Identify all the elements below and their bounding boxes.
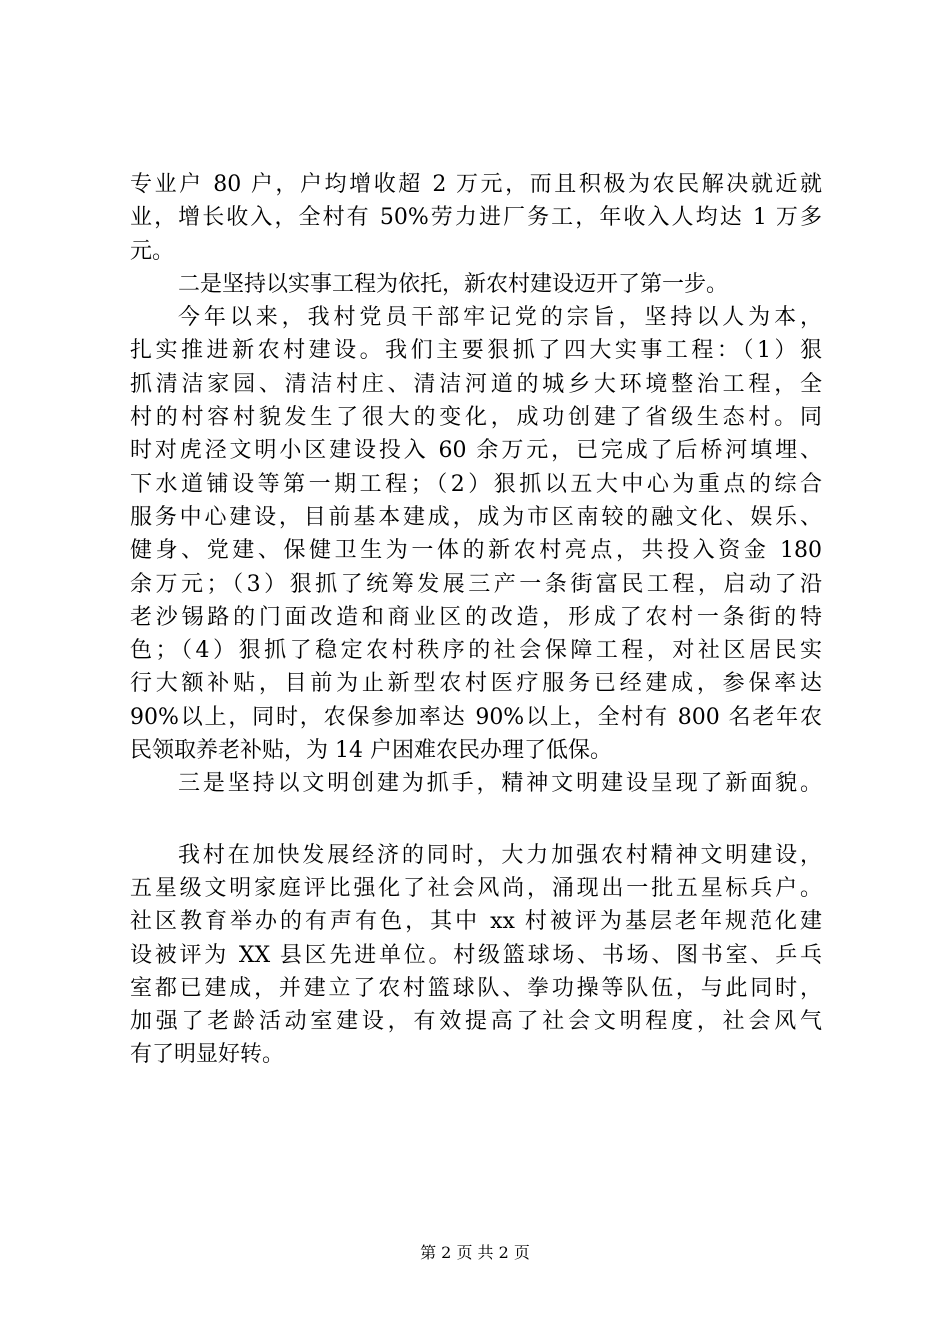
- paragraph-spacer: [130, 801, 822, 839]
- text-line: 加强了老龄活动室建设，有效提高了社会文明程度，社会风气: [130, 1009, 822, 1035]
- text-line: 下水道铺设等第一期工程；（2）狠抓以五大中心为重点的综合: [130, 471, 822, 497]
- text-line: 老沙锡路的门面改造和商业区的改造，形成了农村一条街的特: [130, 604, 822, 630]
- text-line: 元。: [130, 238, 175, 264]
- text-line: 业，增长收入，全村有 50%劳力进厂务工，年收入人均达 1 万多: [130, 205, 822, 231]
- text-line: 余万元；（3）狠抓了统筹发展三产一条街富民工程，启动了沿: [130, 571, 822, 597]
- section-heading-three: [130, 767, 822, 800]
- text-line: 健身、党建、保健卫生为一体的新农村亮点，共投入资金 180: [130, 538, 822, 564]
- section-heading-two: [130, 268, 822, 301]
- paragraph-income-continuation: [130, 168, 822, 268]
- text-line: 室都已建成，并建立了农村篮球队、拳功操等队伍，与此同时，: [130, 975, 822, 1001]
- text-line: 五星级文明家庭评比强化了社会风尚，涌现出一批五星标兵户。: [130, 875, 822, 901]
- text-line: 民领取养老补贴，为 14 户困难农民办理了低保。: [130, 738, 612, 764]
- text-line: 90%以上，同时，农保参加率达 90%以上，全村有 800 名老年农: [130, 704, 822, 730]
- text-line: 行大额补贴，目前为止新型农村医疗服务已经建成，参保率达: [130, 671, 822, 697]
- paragraph-projects: [130, 301, 822, 767]
- text-line: 我村在加快发展经济的同时，大力加强农村精神文明建设，: [178, 842, 822, 868]
- paragraph-civilization: [130, 839, 822, 1072]
- text-line: 色；（4）狠抓了稳定农村秩序的社会保障工程，对社区居民实: [130, 638, 822, 664]
- text-line: 设被评为 XX 县区先进单位。村级篮球场、书场、图书室、乒乓: [130, 942, 822, 968]
- text-line: 村的村容村貌发生了很大的变化，成功创建了省级生态村。同: [130, 405, 822, 431]
- text-line: 服务中心建设，目前基本建成，成为市区南较的融文化、娱乐、: [130, 504, 822, 530]
- text-line: 三是坚持以文明创建为抓手，精神文明建设呈现了新面貌。: [178, 771, 822, 797]
- text-line: 今年以来，我村党员干部牢记党的宗旨，坚持以人为本，: [178, 305, 822, 331]
- text-line: 时对虎泾文明小区建设投入 60 余万元，已完成了后桥河填埋、: [130, 438, 822, 464]
- text-line: 扎实推进新农村建设。我们主要狠抓了四大实事工程：（1）狠: [130, 338, 822, 364]
- document-body: [130, 168, 822, 1072]
- text-line: 二是坚持以实事工程为依托，新农村建设迈开了第一步。: [178, 271, 729, 297]
- text-line: 有了明显好转。: [130, 1042, 285, 1068]
- text-line: 抓清洁家园、清洁村庄、清洁河道的城乡大环境整治工程，全: [130, 371, 822, 397]
- text-line: 社区教育举办的有声有色，其中 xx 村被评为基层老年规范化建: [130, 909, 822, 935]
- text-line: 专业户 80 户，户均增收超 2 万元，而且积极为农民解决就近就: [130, 172, 822, 197]
- page-number-footer: 第 2 页 共 2 页: [420, 1243, 530, 1262]
